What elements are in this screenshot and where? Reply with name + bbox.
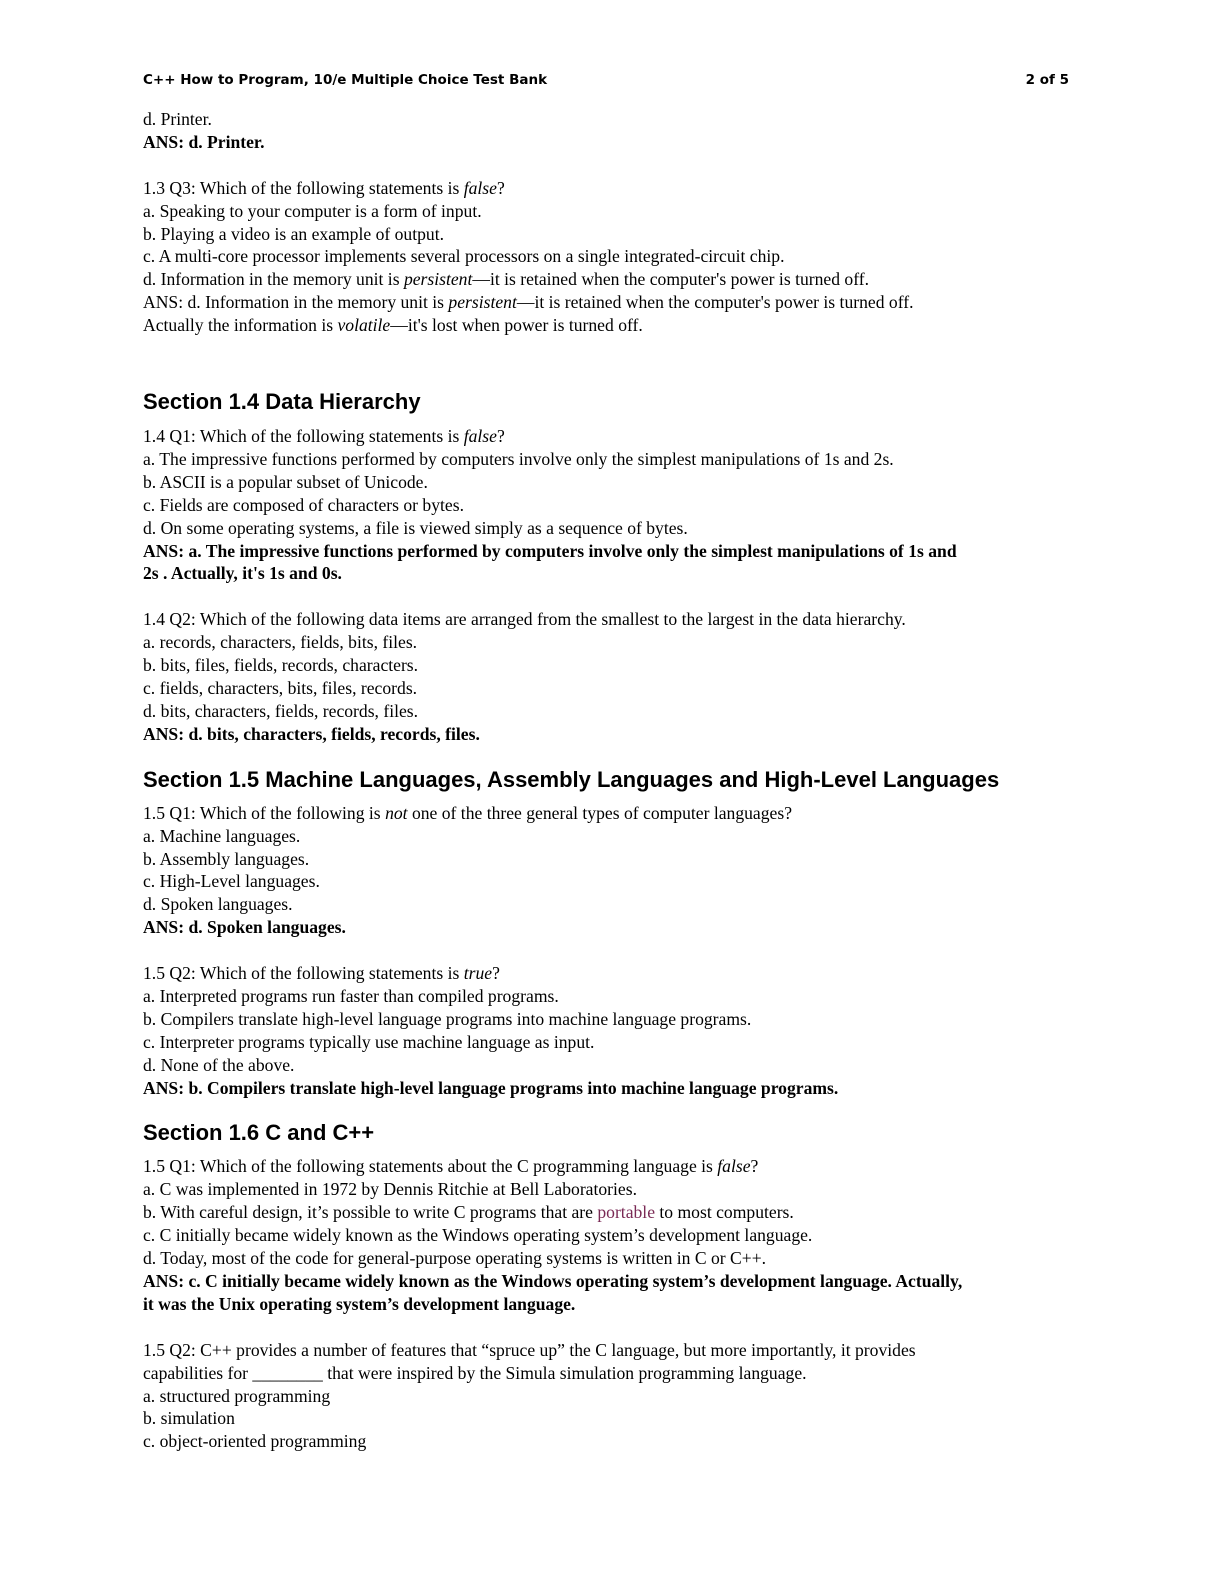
option-c: c. C initially became widely known as the Windows operating system’s development language. bbox=[143, 1225, 813, 1246]
option-a: a. structured programming bbox=[143, 1385, 331, 1406]
answer: ANS: d. Spoken languages. bbox=[143, 917, 346, 938]
answer: ANS: c. C initially became widely known as the Windows operating system’s development language. Actually, bbox=[143, 1271, 963, 1292]
answer-continued: it was the Unix operating system’s development language. bbox=[143, 1293, 576, 1314]
option-c: c. fields, characters, bits, files, records. bbox=[143, 678, 418, 698]
option-b: b. Compilers translate high-level language programs into machine language programs. bbox=[143, 1008, 752, 1029]
question-text: 1.5 Q1: Which of the following is not one of the three general types of computer languages? bbox=[143, 802, 793, 823]
option-c: c. object-oriented programming bbox=[143, 1431, 367, 1452]
option-a: a. records, characters, fields, bits, files. bbox=[143, 632, 418, 653]
option-c: c. High-Level languages. bbox=[143, 871, 320, 892]
option-c: c. Interpreter programs typically use machine language as input. bbox=[143, 1031, 595, 1052]
section-heading-1-5: Section 1.5 Machine Languages, Assembly Languages and High-Level Languages bbox=[143, 766, 1000, 792]
answer: ANS: d. Information in the memory unit is persistent—it is retained when the computer's power is turned off. bbox=[143, 292, 914, 313]
option-d: d. Spoken languages. bbox=[143, 894, 293, 915]
question-text: 1.5 Q2: Which of the following statements is true? bbox=[143, 963, 500, 984]
option-c: c. A multi-core processor implements several processors on a single integrated-circuit chip. bbox=[143, 246, 785, 267]
option-b: b. bits, files, fields, records, characters. bbox=[143, 655, 419, 676]
option-a: a. Speaking to your computer is a form of input. bbox=[143, 200, 482, 221]
question-text: 1.3 Q3: Which of the following statements is false? bbox=[143, 177, 505, 198]
option-b: b. Assembly languages. bbox=[143, 848, 310, 869]
option-b: b. ASCII is a popular subset of Unicode. bbox=[143, 471, 428, 492]
option-d: d. Printer. bbox=[143, 109, 212, 129]
option-d: d. On some operating systems, a file is viewed simply as a sequence of bytes. bbox=[143, 517, 688, 538]
question-1-5-q2 bbox=[143, 962, 1083, 1099]
answer: ANS: d. bits, characters, fields, records, files. bbox=[143, 723, 480, 744]
answer: ANS: d. Printer. bbox=[143, 131, 265, 152]
question-text: 1.5 Q1: Which of the following statements about the C programming language is false? bbox=[143, 1156, 759, 1177]
question-1-4-q2 bbox=[143, 608, 1083, 745]
option-b: b. Playing a video is an example of output. bbox=[143, 223, 444, 244]
option-c: c. Fields are composed of characters or bytes. bbox=[143, 494, 464, 515]
option-a: a. C was implemented in 1972 by Dennis Ritchie at Bell Laboratories. bbox=[143, 1179, 637, 1200]
option-a: a. Interpreted programs run faster than compiled programs. bbox=[143, 985, 559, 1006]
question-text: 1.4 Q1: Which of the following statements is false? bbox=[143, 426, 505, 447]
answer-continued: 2s . Actually, it's 1s and 0s. bbox=[143, 563, 342, 584]
option-d: d. bits, characters, fields, records, files. bbox=[143, 700, 419, 721]
answer-note: Actually the information is volatile—it's lost when power is turned off. bbox=[143, 315, 643, 336]
option-a: a. Machine languages. bbox=[143, 825, 301, 846]
document-body bbox=[143, 108, 1083, 1453]
option-a: a. The impressive functions performed by computers involve only the simplest manipulations of 1s and 2s. bbox=[143, 448, 894, 469]
question-1-6-q1 bbox=[143, 1155, 1083, 1315]
question-1-4-q1 bbox=[143, 425, 1083, 585]
section-heading-1-4: Section 1.4 Data Hierarchy bbox=[143, 389, 421, 415]
running-header-title: C++ How to Program, 10/e Multiple Choice Test Bank bbox=[143, 72, 548, 88]
option-b: b. With careful design, it’s possible to write C programs that are portable to most computers. bbox=[143, 1202, 794, 1223]
question-text-continued: capabilities for ________ that were inspired by the Simula simulation programming language. bbox=[143, 1362, 807, 1383]
question-text: 1.5 Q2: C++ provides a number of features that “spruce up” the C language, but more importantly, it provides bbox=[143, 1339, 916, 1360]
question-1-5-q1 bbox=[143, 802, 1083, 939]
answer: ANS: a. The impressive functions performed by computers involve only the simplest manipulations of 1s and bbox=[143, 540, 957, 561]
portable-link[interactable]: portable bbox=[597, 1202, 656, 1223]
section-heading-1-6: Section 1.6 C and C++ bbox=[143, 1120, 375, 1146]
answer: ANS: b. Compilers translate high-level language programs into machine language programs. bbox=[143, 1077, 839, 1098]
option-d: d. Today, most of the code for general-purpose operating systems is written in C or C++. bbox=[143, 1248, 767, 1269]
question-1-3-q3 bbox=[143, 177, 1083, 337]
option-d: d. None of the above. bbox=[143, 1054, 295, 1075]
option-d: d. Information in the memory unit is persistent—it is retained when the computer's power is turned off. bbox=[143, 269, 870, 290]
question-1-6-q2 bbox=[143, 1339, 1083, 1454]
running-header-page-number: 2 of 5 bbox=[1025, 72, 1069, 88]
option-b: b. simulation bbox=[143, 1408, 235, 1429]
question-text: 1.4 Q2: Which of the following data items are arranged from the smallest to the largest in the data hierarchy. bbox=[143, 609, 906, 630]
